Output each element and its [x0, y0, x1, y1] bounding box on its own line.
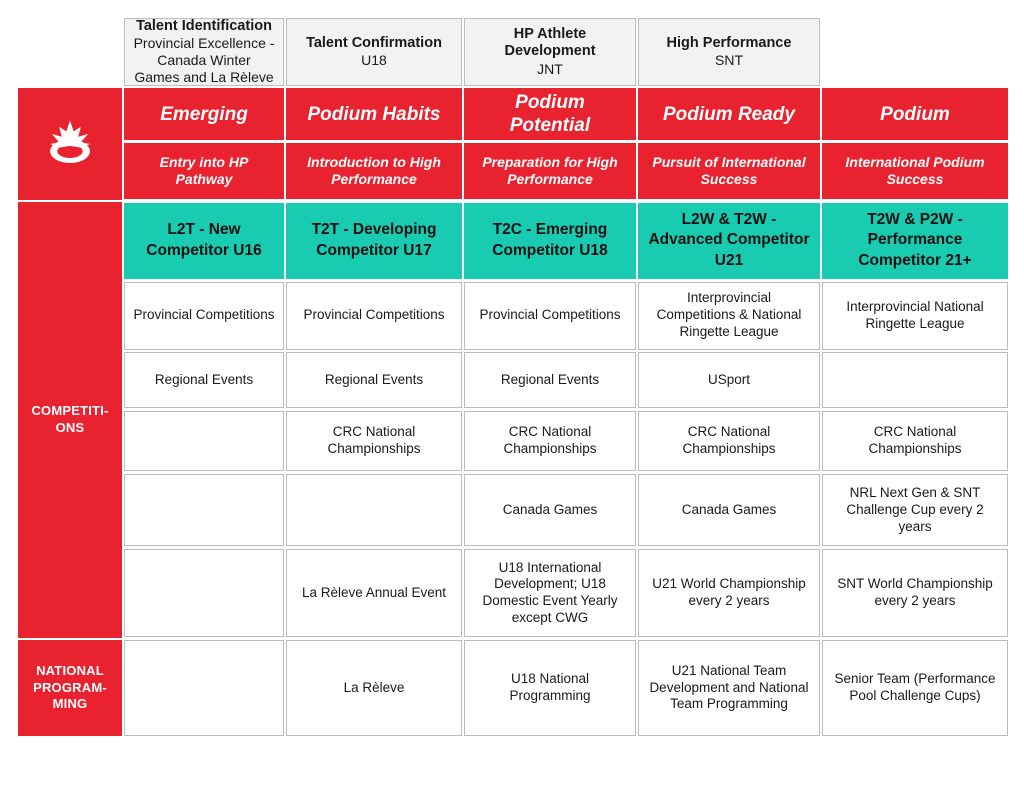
cell-text: U18 International Development; U18 Domestic Event Yearly except CWG	[464, 549, 636, 637]
stage-name-cell	[638, 88, 820, 141]
competitor-level: L2T - New Competitor U16	[124, 203, 284, 279]
stage-name-cell	[286, 88, 462, 141]
stage-description: Preparation for High Performance	[464, 143, 636, 199]
table-cell	[124, 281, 284, 350]
stage-name-cell	[124, 88, 284, 141]
table-cell	[638, 352, 820, 409]
cell-text: SNT World Championship every 2 years	[822, 549, 1008, 637]
stage-description: Entry into HP Pathway	[124, 143, 284, 199]
table-cell	[638, 474, 820, 547]
stage-description-row	[18, 143, 1008, 200]
cell-text: CRC National Championships	[286, 411, 462, 471]
cell-text	[822, 352, 1008, 408]
cell-text: U18 National Programming	[464, 640, 636, 736]
cell-text: USport	[638, 352, 820, 408]
stage-name-cell	[464, 88, 636, 141]
table-cell	[286, 411, 462, 472]
stage-description: Introduction to High Performance	[286, 143, 462, 199]
cell-text	[124, 640, 284, 736]
stage-name: Emerging	[124, 88, 284, 140]
table-cell	[286, 281, 462, 350]
stage-description-cell	[124, 143, 284, 200]
cell-text: Provincial Competitions	[464, 282, 636, 350]
table-row	[18, 281, 1008, 350]
cell-text: La Rèleve Annual Event	[286, 549, 462, 637]
cell-text: Provincial Competitions	[124, 282, 284, 350]
competitor-level-cell	[822, 202, 1008, 279]
table-cell	[124, 474, 284, 547]
header-talent-confirmation	[286, 18, 462, 86]
stage-name-cell	[822, 88, 1008, 141]
cell-text: U21 National Team Development and National Team Programming	[638, 640, 820, 736]
table-cell	[822, 281, 1008, 350]
row-label-national-programming-cell	[18, 640, 122, 736]
competitor-level: T2W & P2W - Performance Competitor 21+	[822, 203, 1008, 279]
table-cell	[124, 640, 284, 736]
stage-name: Podium Habits	[286, 88, 462, 140]
cell-text: Regional Events	[286, 352, 462, 408]
stage-name: Podium	[822, 88, 1008, 140]
cell-text: Regional Events	[464, 352, 636, 408]
header-subtitle: JNT	[537, 61, 563, 78]
competitor-level-cell	[638, 202, 820, 279]
table-cell	[638, 281, 820, 350]
table-row	[18, 549, 1008, 638]
header-title: HP Athlete Development	[504, 25, 596, 60]
stage-name: Podium Ready	[638, 88, 820, 140]
competitor-level-cell	[124, 202, 284, 279]
table-cell	[286, 474, 462, 547]
competitor-level-row	[18, 202, 1008, 279]
cell-text: NRL Next Gen & SNT Challenge Cup every 2 years	[822, 474, 1008, 546]
ringette-canada-logo-icon	[41, 115, 99, 173]
table-cell	[286, 640, 462, 736]
competitor-level: T2T - Developing Competitor U17	[286, 203, 462, 279]
table-cell	[464, 640, 636, 736]
high-performance-pathway-table	[16, 16, 1010, 738]
header-talent-identification	[124, 18, 284, 86]
cell-text: Provincial Competitions	[286, 282, 462, 350]
header-high-performance	[638, 18, 820, 86]
header-title: High Performance	[666, 34, 792, 51]
cell-text: CRC National Championships	[464, 411, 636, 471]
stage-description: Pursuit of International Success	[638, 143, 820, 199]
stage-description: International Podium Success	[822, 143, 1008, 199]
table-row	[18, 474, 1008, 547]
cell-text: La Rèleve	[286, 640, 462, 736]
table-header-row	[18, 18, 1008, 86]
cell-text	[286, 474, 462, 546]
cell-text	[124, 411, 284, 471]
header-title: Talent Confirmation	[306, 34, 442, 51]
stage-description-cell	[822, 143, 1008, 200]
stage-name-row	[18, 88, 1008, 141]
header-subtitle: Provincial Excellence - Canada Winter Games and La Rèleve	[133, 35, 275, 86]
corner-spacer	[18, 18, 122, 86]
logo-cell	[18, 88, 122, 200]
header-subtitle: SNT	[715, 52, 743, 69]
row-label-national-programming: NATIONAL PROGRAM-MING	[18, 640, 122, 736]
table-cell	[822, 640, 1008, 736]
table-cell	[822, 411, 1008, 472]
table-cell	[124, 352, 284, 409]
competitor-level-cell	[286, 202, 462, 279]
cell-text: Canada Games	[638, 474, 820, 546]
table-cell	[464, 352, 636, 409]
table-row	[18, 411, 1008, 472]
stage-description-cell	[286, 143, 462, 200]
cell-text: Interprovincial Competitions & National Ringette League	[638, 282, 820, 350]
table-cell	[638, 549, 820, 638]
table-cell	[464, 474, 636, 547]
cell-text: CRC National Championships	[822, 411, 1008, 471]
stage-description-cell	[638, 143, 820, 200]
row-label-competitions-cell	[18, 202, 122, 638]
header-hp-athlete-development	[464, 18, 636, 86]
cell-text: Canada Games	[464, 474, 636, 546]
cell-text: CRC National Championships	[638, 411, 820, 471]
cell-text: Regional Events	[124, 352, 284, 408]
table-cell	[286, 549, 462, 638]
table-cell	[822, 352, 1008, 409]
stage-description-cell	[464, 143, 636, 200]
table-cell	[124, 549, 284, 638]
cell-text: Senior Team (Performance Pool Challenge Cups)	[822, 640, 1008, 736]
row-label-competitions: COMPETITI-ONS	[18, 202, 122, 638]
table-cell	[464, 549, 636, 638]
table-cell	[464, 281, 636, 350]
table-cell	[464, 411, 636, 472]
table-cell	[638, 411, 820, 472]
stage-name: Podium Potential	[464, 88, 636, 140]
cell-text: U21 World Championship every 2 years	[638, 549, 820, 637]
national-programming-row	[18, 640, 1008, 736]
table-cell	[124, 411, 284, 472]
table-cell	[822, 549, 1008, 638]
cell-text	[124, 474, 284, 546]
competitor-level-cell	[464, 202, 636, 279]
header-title: Talent Identification	[136, 17, 272, 34]
competitor-level: L2W & T2W - Advanced Competitor U21	[638, 203, 820, 279]
cell-text: Interprovincial National Ringette League	[822, 282, 1008, 350]
competitor-level: T2C - Emerging Competitor U18	[464, 203, 636, 279]
table-cell	[286, 352, 462, 409]
header-subtitle: U18	[361, 52, 387, 69]
table-cell	[822, 474, 1008, 547]
table-cell	[638, 640, 820, 736]
cell-text	[124, 549, 284, 637]
table-row	[18, 352, 1008, 409]
